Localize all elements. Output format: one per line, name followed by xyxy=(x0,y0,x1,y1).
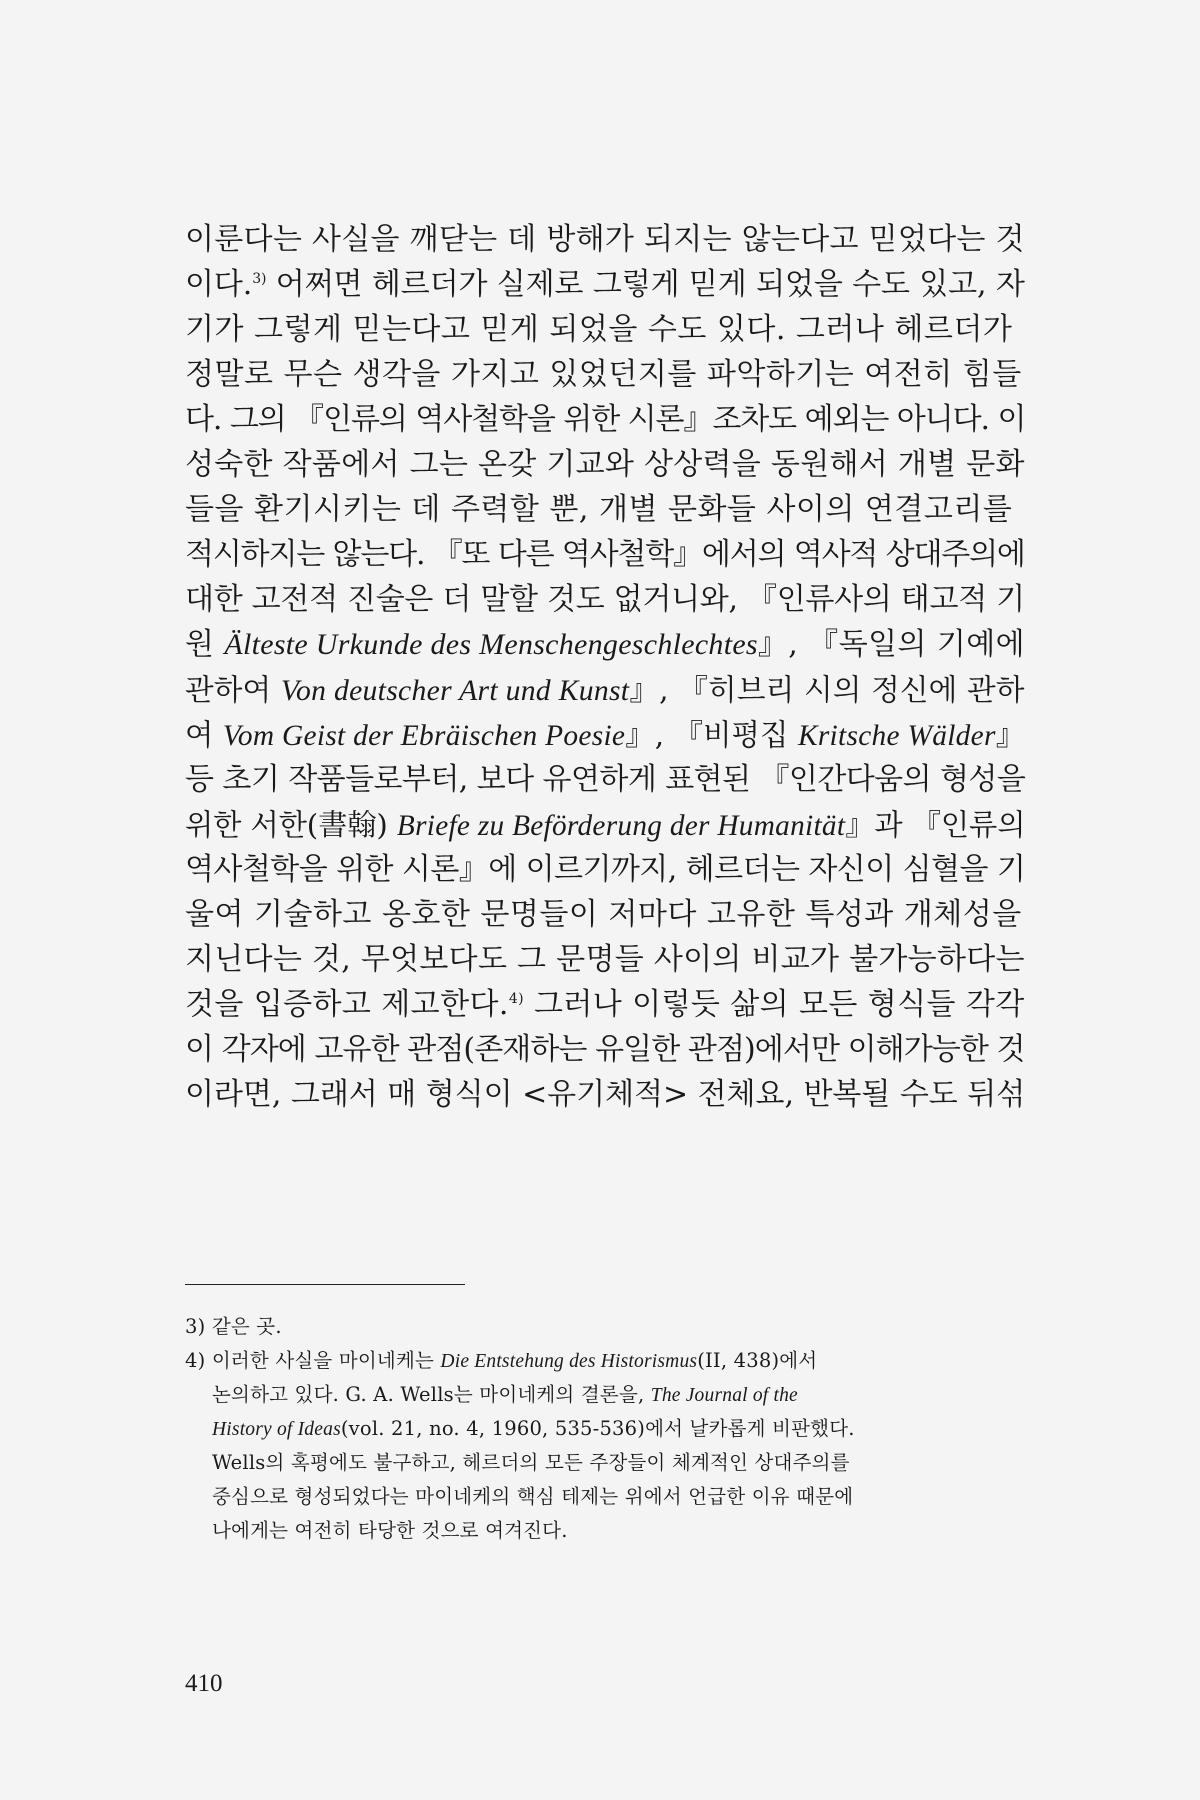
body-line-10 xyxy=(185,625,1026,665)
journal-title: History of Ideas xyxy=(212,1419,341,1440)
footnote-separator xyxy=(185,1284,465,1285)
text: 4) 이러한 사실을 마이네케는 xyxy=(185,1349,441,1372)
journal-title: The Journal of the xyxy=(650,1385,798,1406)
text: 울여 기술하고 옹호한 문명들이 저마다 고유한 특성과 개체성을 xyxy=(185,897,1022,932)
body-line-7 xyxy=(185,490,1020,530)
book-title: Von deutscher Art und Kunst xyxy=(280,675,630,707)
footnote-reference-4: 4) xyxy=(508,991,525,1007)
page-number: 410 xyxy=(185,1670,223,1697)
text: 논의하고 있다. G. A. Wells는 마이네케의 결론을, xyxy=(212,1383,651,1406)
footnote-4-line-2 xyxy=(212,1381,798,1409)
body-line-1 xyxy=(185,220,1025,260)
text: 이다. xyxy=(185,267,253,302)
body-line-14 xyxy=(185,805,1026,846)
footnote-3 xyxy=(185,1313,282,1340)
text: 그러나 이렇듯 삶의 모든 형식들 각각 xyxy=(524,987,1025,1022)
book-title: Briefe zu Beförderung der Humanität xyxy=(396,810,846,842)
text: (II, 438)에서 xyxy=(697,1349,818,1372)
book-title: Älteste Urkunde des Menschengeschlechtes xyxy=(224,628,758,661)
text: 기가 그렇게 믿는다고 믿게 되었을 수도 있다. 그러나 헤르더가 xyxy=(185,312,1013,347)
body-line-12 xyxy=(185,715,1026,756)
text: 어쩌면 헤르더가 실제로 그렇게 믿게 되었을 수도 있고, 자 xyxy=(266,267,1025,302)
text: 위한 서한(書翰) xyxy=(185,808,397,842)
text: (vol. 21, no. 4, 1960, 535-536)에서 날카롭게 비판했다. xyxy=(340,1417,855,1440)
body-line-5 xyxy=(185,400,1026,440)
text: 다. 그의 『인류의 역사철학을 위한 시론』조차도 예외는 아니다. 이 xyxy=(185,402,1026,437)
text: 여 xyxy=(185,718,223,752)
text: 역사철학을 위한 시론』에 이르기까지, 헤르더는 자신이 심혈을 기 xyxy=(185,852,1026,887)
text: 원 xyxy=(185,627,225,662)
footnote-4-line-4 xyxy=(212,1449,850,1476)
book-title: Die Entstehung des Historismus xyxy=(440,1351,698,1372)
body-line-13 xyxy=(185,760,1026,800)
text: 』과 『인류의 xyxy=(845,808,1026,842)
text: 것을 입증하고 제고한다. xyxy=(185,987,509,1022)
footnote-reference-3: 3) xyxy=(252,271,267,287)
text: 』 xyxy=(995,718,1026,752)
text: 나에게는 여전히 타당한 것으로 여겨진다. xyxy=(212,1519,568,1542)
footnote-4-line-6 xyxy=(212,1517,568,1544)
text: 이룬다는 사실을 깨닫는 데 방해가 되지는 않는다고 믿었다는 것 xyxy=(185,222,1025,257)
text: 성숙한 작품에서 그는 온갖 기교와 상상력을 동원해서 개별 문화 xyxy=(185,447,1025,482)
text: 』, 『비평집 xyxy=(625,718,798,752)
body-line-6 xyxy=(185,445,1025,485)
text: 이 각자에 고유한 관점(존재하는 유일한 관점)에서만 이해가능한 것 xyxy=(185,1032,1025,1067)
book-title: Vom Geist der Ebräischen Poesie xyxy=(222,720,626,752)
body-line-8 xyxy=(185,535,1025,575)
text: 3) 같은 곳. xyxy=(185,1315,282,1338)
text: 』, 『독일의 기예에 xyxy=(757,627,1026,662)
book-title: Kritsche Wälder xyxy=(797,720,996,752)
body-line-17 xyxy=(185,940,1025,980)
body-line-2 xyxy=(185,265,1025,305)
text: 』, 『히브리 시의 정신에 관하 xyxy=(629,672,1025,707)
text: 중심으로 형성되었다는 마이네케의 핵심 테제는 위에서 언급한 이유 때문에 xyxy=(212,1485,854,1508)
body-line-3 xyxy=(185,310,1020,350)
body-line-15 xyxy=(185,850,1026,890)
text: 관하여 xyxy=(185,672,281,707)
text: 대한 고전적 진술은 더 말할 것도 없거니와, 『인류사의 태고적 기 xyxy=(185,582,1025,617)
text: 이라면, 그래서 매 형식이 <유기체적> 전체요, 반복될 수도 뒤섞 xyxy=(185,1077,1026,1112)
text: 들을 환기시키는 데 주력할 뿐, 개별 문화들 사이의 연결고리를 xyxy=(185,492,1013,527)
footnote-4-line-5 xyxy=(212,1483,853,1510)
body-line-4 xyxy=(185,355,1020,395)
body-line-20 xyxy=(185,1075,1026,1115)
footnote-4-line-3 xyxy=(212,1415,855,1443)
text: 적시하지는 않는다. 『또 다른 역사철학』에서의 역사적 상대주의에 xyxy=(185,537,1025,572)
text: 지닌다는 것, 무엇보다도 그 문명들 사이의 비교가 불가능하다는 xyxy=(185,942,1025,977)
text: Wells의 혹평에도 불구하고, 헤르더의 모든 주장들이 체계적인 상대주의를 xyxy=(212,1451,850,1474)
body-line-9 xyxy=(185,580,1025,620)
footnote-4 xyxy=(185,1347,817,1375)
text: 정말로 무슨 생각을 가지고 있었던지를 파악하기는 여전히 힘들 xyxy=(185,357,1022,392)
body-line-11 xyxy=(185,670,1025,711)
body-line-16 xyxy=(185,895,1020,935)
body-line-19 xyxy=(185,1030,1025,1070)
text: 등 초기 작품들로부터, 보다 유연하게 표현된 『인간다움의 형성을 xyxy=(185,762,1026,797)
body-line-18 xyxy=(185,985,1025,1025)
